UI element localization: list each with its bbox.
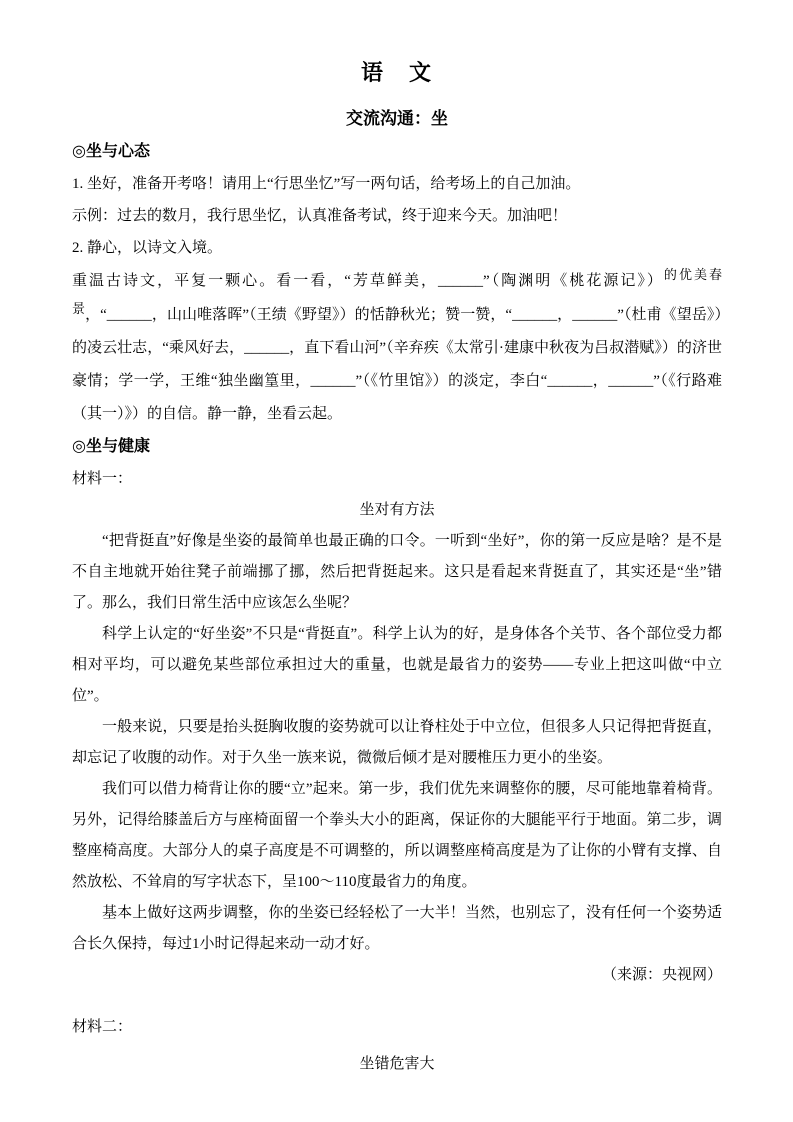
- document-subtitle: 交流沟通：坐: [346, 109, 448, 128]
- poem-fill-in-paragraph: [72, 264, 722, 431]
- question-2: 2. 静心，以诗文入境。: [72, 240, 223, 256]
- material-1-paragraph-3: 一般来说，只要是抬头挺胸收腹的姿势就可以让脊柱处于中立位，但很多人只记得把背挺直，却忘记了收腹的动作。对于久坐一族来说，微微后倾才是对腰椎压力更小的坐姿。: [72, 719, 722, 766]
- section-heading-mindset: ◎坐与心态: [72, 143, 150, 160]
- poem-raised-text: 的优美春景: [72, 267, 722, 316]
- material-1-label: 材料一：: [72, 471, 133, 487]
- material-1-source: （来源：央视网）: [601, 967, 722, 983]
- poem-rest-text: ，“______，山山唯落晖”（王绩《野望》）的恬静秋光；赞一赞，“______，______”（杜甫《望岳》）的凌云壮志，“乘风好去，______，直下看山河”（辛弃疾《太常引·建康中秋夜为吕叔潜赋》）的济世豪情；学一学，王维“独坐幽篁里，______”（《竹里馆》）的淡定，李白“______，______”（《行路难（其一）》）的自信。静一静，坐看云起。: [72, 307, 722, 422]
- poem-intro-text: 重温古诗文，平复一颗心。看一看，“芳草鲜美，______”（陶渊明《桃花源记》）: [72, 273, 664, 289]
- document-title: 语 文: [360, 60, 433, 85]
- material-1-paragraph-1: “把背挺直”好像是坐姿的最简单也最正确的口令。一听到“坐好”，你的第一反应是啥？是不是不自主地就开始往凳子前端挪了挪，然后把背挺起来。这只是看起来背挺直了，其实还是“坐”错了。那么，我们日常生活中应该怎么坐呢？: [72, 533, 722, 611]
- material-1-paragraph-5: 基本上做好这两步调整，你的坐姿已经轻松了一大半！当然，也别忘了，没有任何一个姿势适合长久保持，每过1小时记得起来动一动才好。: [72, 905, 722, 952]
- material-2-title: 坐错危害大: [359, 1056, 435, 1072]
- section-heading-health: ◎坐与健康: [72, 438, 150, 455]
- material-1-paragraph-4: 我们可以借力椅背让你的腰“立”起来。第一步，我们优先来调整你的腰，尽可能地靠着椅背。另外，记得给膝盖后方与座椅面留一个拳头大小的距离，保证你的大腿能平行于地面。第二步，调整座椅高度。大部分人的桌子高度是不可调整的，所以调整座椅高度是为了让你的小臂有支撑、自然放松、不耸肩的写字状态下，呈100～110度最省力的角度。: [72, 781, 722, 890]
- material-1-title: 坐对有方法: [359, 502, 435, 518]
- question-1-example: 示例：过去的数月，我行思坐忆，认真准备考试，终于迎来今天。加油吧！: [72, 208, 568, 224]
- question-1: 1. 坐好，准备开考咯！请用上“行思坐忆”写一两句话，给考场上的自己加油。: [72, 176, 581, 192]
- material-2-label: 材料二：: [72, 1019, 133, 1035]
- material-1-paragraph-2: 科学上认定的“好坐姿”不只是“背挺直”。科学上认为的好，是身体各个关节、各个部位受力都相对平均，可以避免某些部位承担过大的重量，也就是最省力的姿势——专业上把这叫做“中立位”。: [72, 626, 722, 704]
